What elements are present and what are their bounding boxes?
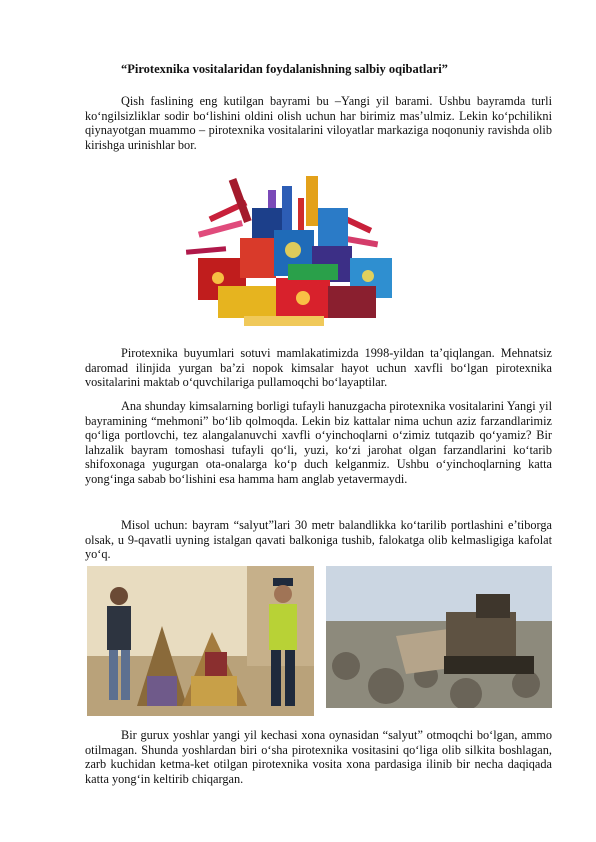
paragraph-example: Misol uchun: bayram “salyut”lari 30 metr balandlikka ko‘tarilib portlashini e’tiborga olsak, u 9-qavatli uyning istalgan qavati balkoniga tushib, falokatga olib kelmasligiga kafolat yo‘q.: [85, 518, 552, 562]
photo-confiscated-fireworks: [87, 566, 314, 716]
paragraph-incident: Bir gurux yoshlar yangi yil kechasi xona oynasidan “salyut” otmoqchi bo‘lgan, ammo otilmagan. Shunda yoshlardan biri o‘sha pirotexnika vositasini qo‘liga olib silkita boshlagan, zarb kuchidan ketma-ket otilgan pirotexnika vosita xona pardasiga ilinib bir necha daqiqada katta yong‘in keltirib chiqargan.: [85, 728, 552, 786]
photo-confiscated-drawing: [87, 566, 314, 716]
fireworks-illustration: [178, 168, 406, 333]
document-title: “Pirotexnika vositalaridan foydalanishning salbiy oqibatlari”: [121, 62, 448, 76]
photo-bulldozer-landfill: [326, 566, 552, 708]
paragraph-ban: Pirotexnika buyumlari sotuvi mamlakatimizda 1998-yildan ta’qiqlangan. Mehnatsiz daromad ilinjida yurgan ba’zi nopok kimsalar hayot uchun xavfli bo‘lgan pirotexnika vositalarini maktab o‘quvchilariga pullamoqchi bo‘layaptilar.: [85, 346, 552, 390]
fireworks-drawing: [178, 168, 406, 333]
photo-bulldozer-drawing: [326, 566, 552, 708]
paragraph-intro: Qish faslining eng kutilgan bayrami bu –Yangi yil barami. Ushbu bayramda turli ko‘ngilsizliklar sodir bo‘lishini oldini olish uchun har birimiz mas’ulmiz. Lekin ko‘pchilikni qiynayotgan muammo – pirotexnika vositalarini viloyatlar markaziga noqonuniy ravishda olib kirishga urinishlar bor.: [85, 94, 552, 152]
paragraph-danger: Ana shunday kimsalarning borligi tufayli hanuzgacha pirotexnika vositalarini Yangi yil bayramining “mehmoni” bo‘lib qolmoqda. Lekin biz kattalar nima uchun aziz farzandlarimiz qo‘liga portlovchi, tez alangalanuvchi xavfli o‘yinchoqlarni o‘zimiz tutqazib qo‘yamiz? Bir lahzalik bayram tomoshasi tufayli qo‘li, yuzi, ko‘zi jarohat olgan farzandlarini ko‘tarib shifoxonaga yugurgan ota-onalarga ko‘p duch kelganmiz. Ushbu o‘yinchoqlarning katta yong‘inga sabab bo‘lishini esa hamma ham anglab yetavermaydi.: [85, 399, 552, 486]
